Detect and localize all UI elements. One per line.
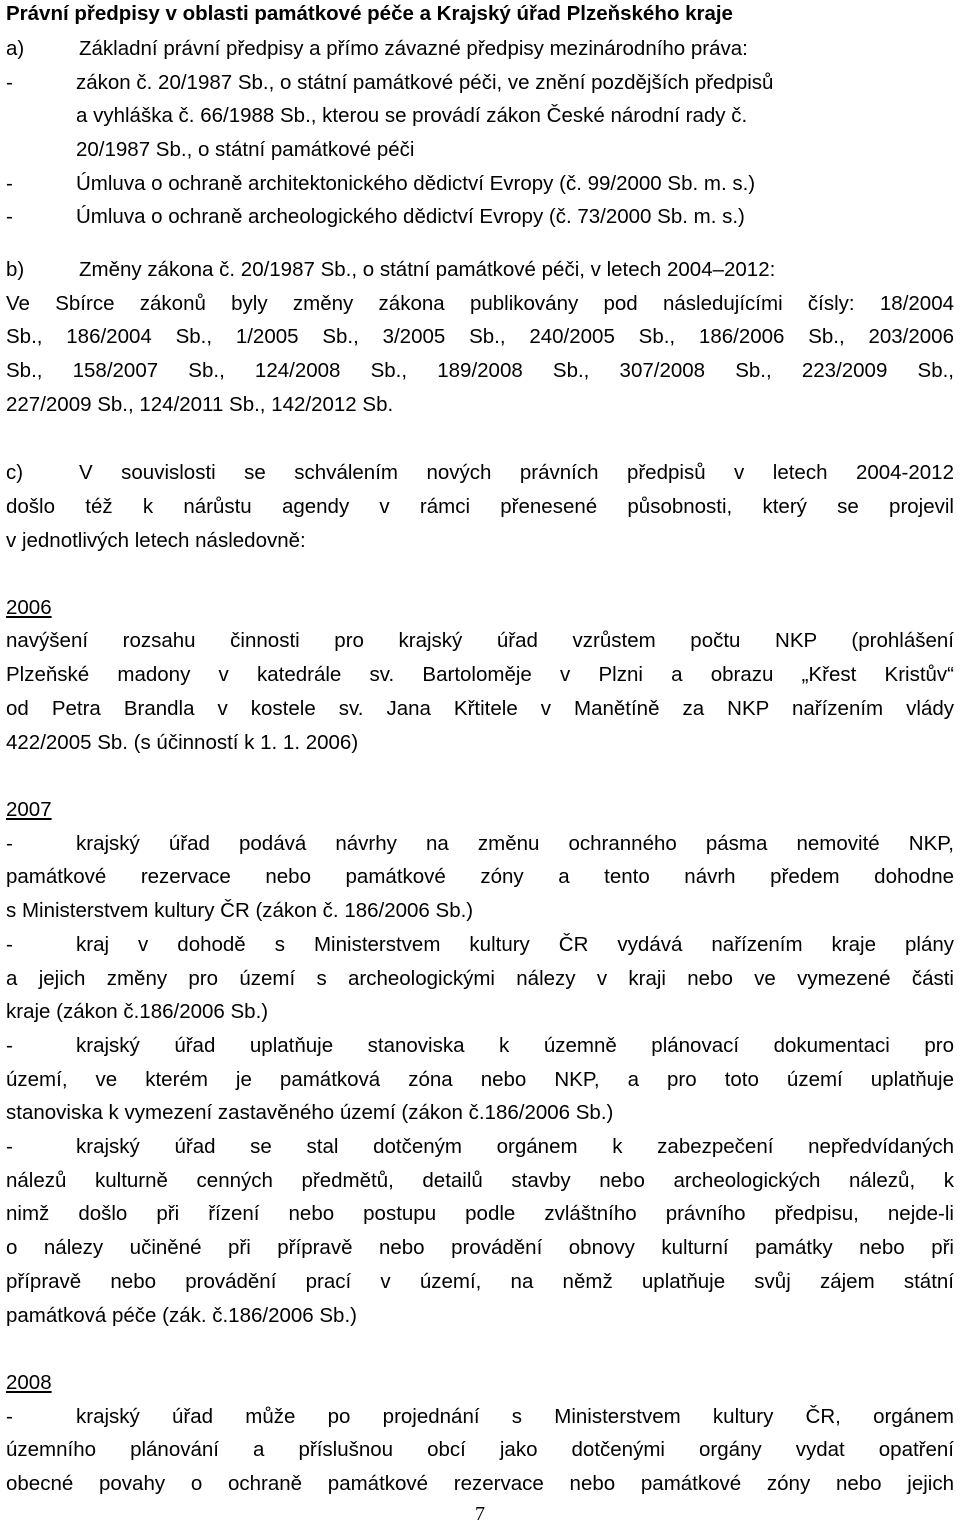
paragraph-line: nimž došlo při řízení nebo postupu podle zvláštního právního předpisu, nejde-li [6, 1202, 954, 1225]
paragraph-line: stanoviska k vymezení zastavěného území (zákon č.186/2006 Sb.) [6, 1101, 614, 1124]
dash-marker: - [6, 71, 13, 94]
list-item-text: krajský úřad může po projednání s Ministerstvem kultury ČR, orgánem [76, 1405, 954, 1428]
dash-marker: - [6, 1034, 13, 1057]
list-item [6, 205, 745, 229]
section-c-label: c) [6, 461, 24, 484]
list-item [6, 1405, 954, 1429]
list-item-text: kraj v dohodě s Ministerstvem kultury ČR vydává nařízením kraje plány [76, 933, 954, 956]
list-item-text: Úmluva o ochraně archeologického dědictví Evropy (č. 73/2000 Sb. m. s.) [76, 205, 745, 228]
list-item-text: zákon č. 20/1987 Sb., o státní památkové péči, ve znění pozdějších předpisů [76, 71, 774, 94]
dash-marker: - [6, 933, 13, 956]
paragraph-line: přípravě nebo provádění prací v území, na němž uplatňuje svůj zájem státní [6, 1270, 954, 1293]
list-item [6, 832, 954, 856]
paragraph-line: od Petra Brandla v kostele sv. Jana Křtitele v Manětíně za NKP nařízením vlády [6, 697, 954, 720]
list-item-text: krajský úřad se stal dotčeným orgánem k zabezpečení nepředvídaných [76, 1135, 954, 1158]
paragraph-line: památková péče (zák. č.186/2006 Sb.) [6, 1304, 357, 1327]
year-heading-2008: 2008 [6, 1371, 52, 1394]
paragraph-line: 422/2005 Sb. (s účinností k 1. 1. 2006) [6, 731, 359, 754]
paragraph-line: navýšení rozsahu činnosti pro krajský úřad vzrůstem počtu NKP (prohlášení [6, 629, 954, 652]
section-a-heading [6, 37, 748, 61]
paragraph-line: Sb., 158/2007 Sb., 124/2008 Sb., 189/2008 Sb., 307/2008 Sb., 223/2009 Sb., [6, 359, 954, 382]
list-item [6, 172, 755, 196]
section-c-line [6, 461, 954, 485]
list-item-continuation: a vyhláška č. 66/1988 Sb., kterou se provádí zákon České národní rady č. [76, 104, 748, 127]
section-b-heading-text: Změny zákona č. 20/1987 Sb., o státní památkové péči, v letech 2004–2012: [79, 258, 776, 281]
section-a-heading-text: Základní právní předpisy a přímo závazné předpisy mezinárodního práva: [79, 37, 748, 60]
section-c-text: V souvislosti se schválením nových právních předpisů v letech 2004-2012 [79, 461, 954, 484]
paragraph-line: 227/2009 Sb., 124/2011 Sb., 142/2012 Sb. [6, 393, 394, 416]
paragraph-line: Plzeňské madony v katedrále sv. Bartoloměje v Plzni a obrazu „Křest Kristův“ [6, 663, 954, 686]
section-b-label: b) [6, 258, 25, 281]
list-item-text: krajský úřad uplatňuje stanoviska k územně plánovací dokumentaci pro [76, 1034, 954, 1057]
year-heading-2007: 2007 [6, 798, 52, 821]
list-item [6, 933, 954, 957]
dash-marker: - [6, 172, 13, 195]
paragraph-line: Sb., 186/2004 Sb., 1/2005 Sb., 3/2005 Sb., 240/2005 Sb., 186/2006 Sb., 203/2006 [6, 325, 954, 348]
list-item [6, 71, 773, 95]
paragraph-line: o nálezy učiněné při přípravě nebo provádění obnovy kulturní památky nebo při [6, 1236, 954, 1259]
dash-marker: - [6, 205, 13, 228]
paragraph-line: obecné povahy o ochraně památkové rezervace nebo památkové zóny nebo jejich [6, 1472, 954, 1495]
paragraph-line: nálezů kulturně cenných předmětů, detailů stavby nebo archeologických nálezů, k [6, 1169, 954, 1192]
paragraph-line: kraje (zákon č.186/2006 Sb.) [6, 1000, 269, 1023]
dash-marker: - [6, 1405, 13, 1428]
list-item-text: Úmluva o ochraně architektonického dědictví Evropy (č. 99/2000 Sb. m. s.) [76, 172, 756, 195]
list-item [6, 1034, 954, 1058]
document-title: Právní předpisy v oblasti památkové péče a Krajský úřad Plzeňského kraje [6, 2, 733, 25]
paragraph-line: v jednotlivých letech následovně: [6, 529, 306, 552]
paragraph-line: Ve Sbírce zákonů byly změny zákona publikovány pod následujícími čísly: 18/2004 [6, 292, 954, 315]
paragraph-line: s Ministerstvem kultury ČR (zákon č. 186/2006 Sb.) [6, 899, 474, 922]
section-b-heading [6, 258, 775, 282]
paragraph-line: památkové rezervace nebo památkové zóny a tento návrh předem dohodne [6, 865, 954, 888]
list-item-text: krajský úřad podává návrhy na změnu ochranného pásma nemovité NKP, [76, 832, 954, 855]
paragraph-line: územního plánování a příslušnou obcí jako dotčenými orgány vydat opatření [6, 1438, 954, 1461]
list-item [6, 1135, 954, 1159]
section-a-label: a) [6, 37, 25, 60]
paragraph-line: a jejich změny pro území s archeologickými nálezy v kraji nebo ve vymezené části [6, 967, 954, 990]
dash-marker: - [6, 1135, 13, 1158]
year-heading-2006: 2006 [6, 596, 52, 619]
dash-marker: - [6, 832, 13, 855]
page-number: 7 [475, 1503, 485, 1525]
paragraph-line: území, ve kterém je památková zóna nebo NKP, a pro toto území uplatňuje [6, 1068, 954, 1091]
list-item-continuation: 20/1987 Sb., o státní památkové péči [76, 138, 415, 161]
paragraph-line: došlo též k nárůstu agendy v rámci přenesené působnosti, který se projevil [6, 495, 954, 518]
